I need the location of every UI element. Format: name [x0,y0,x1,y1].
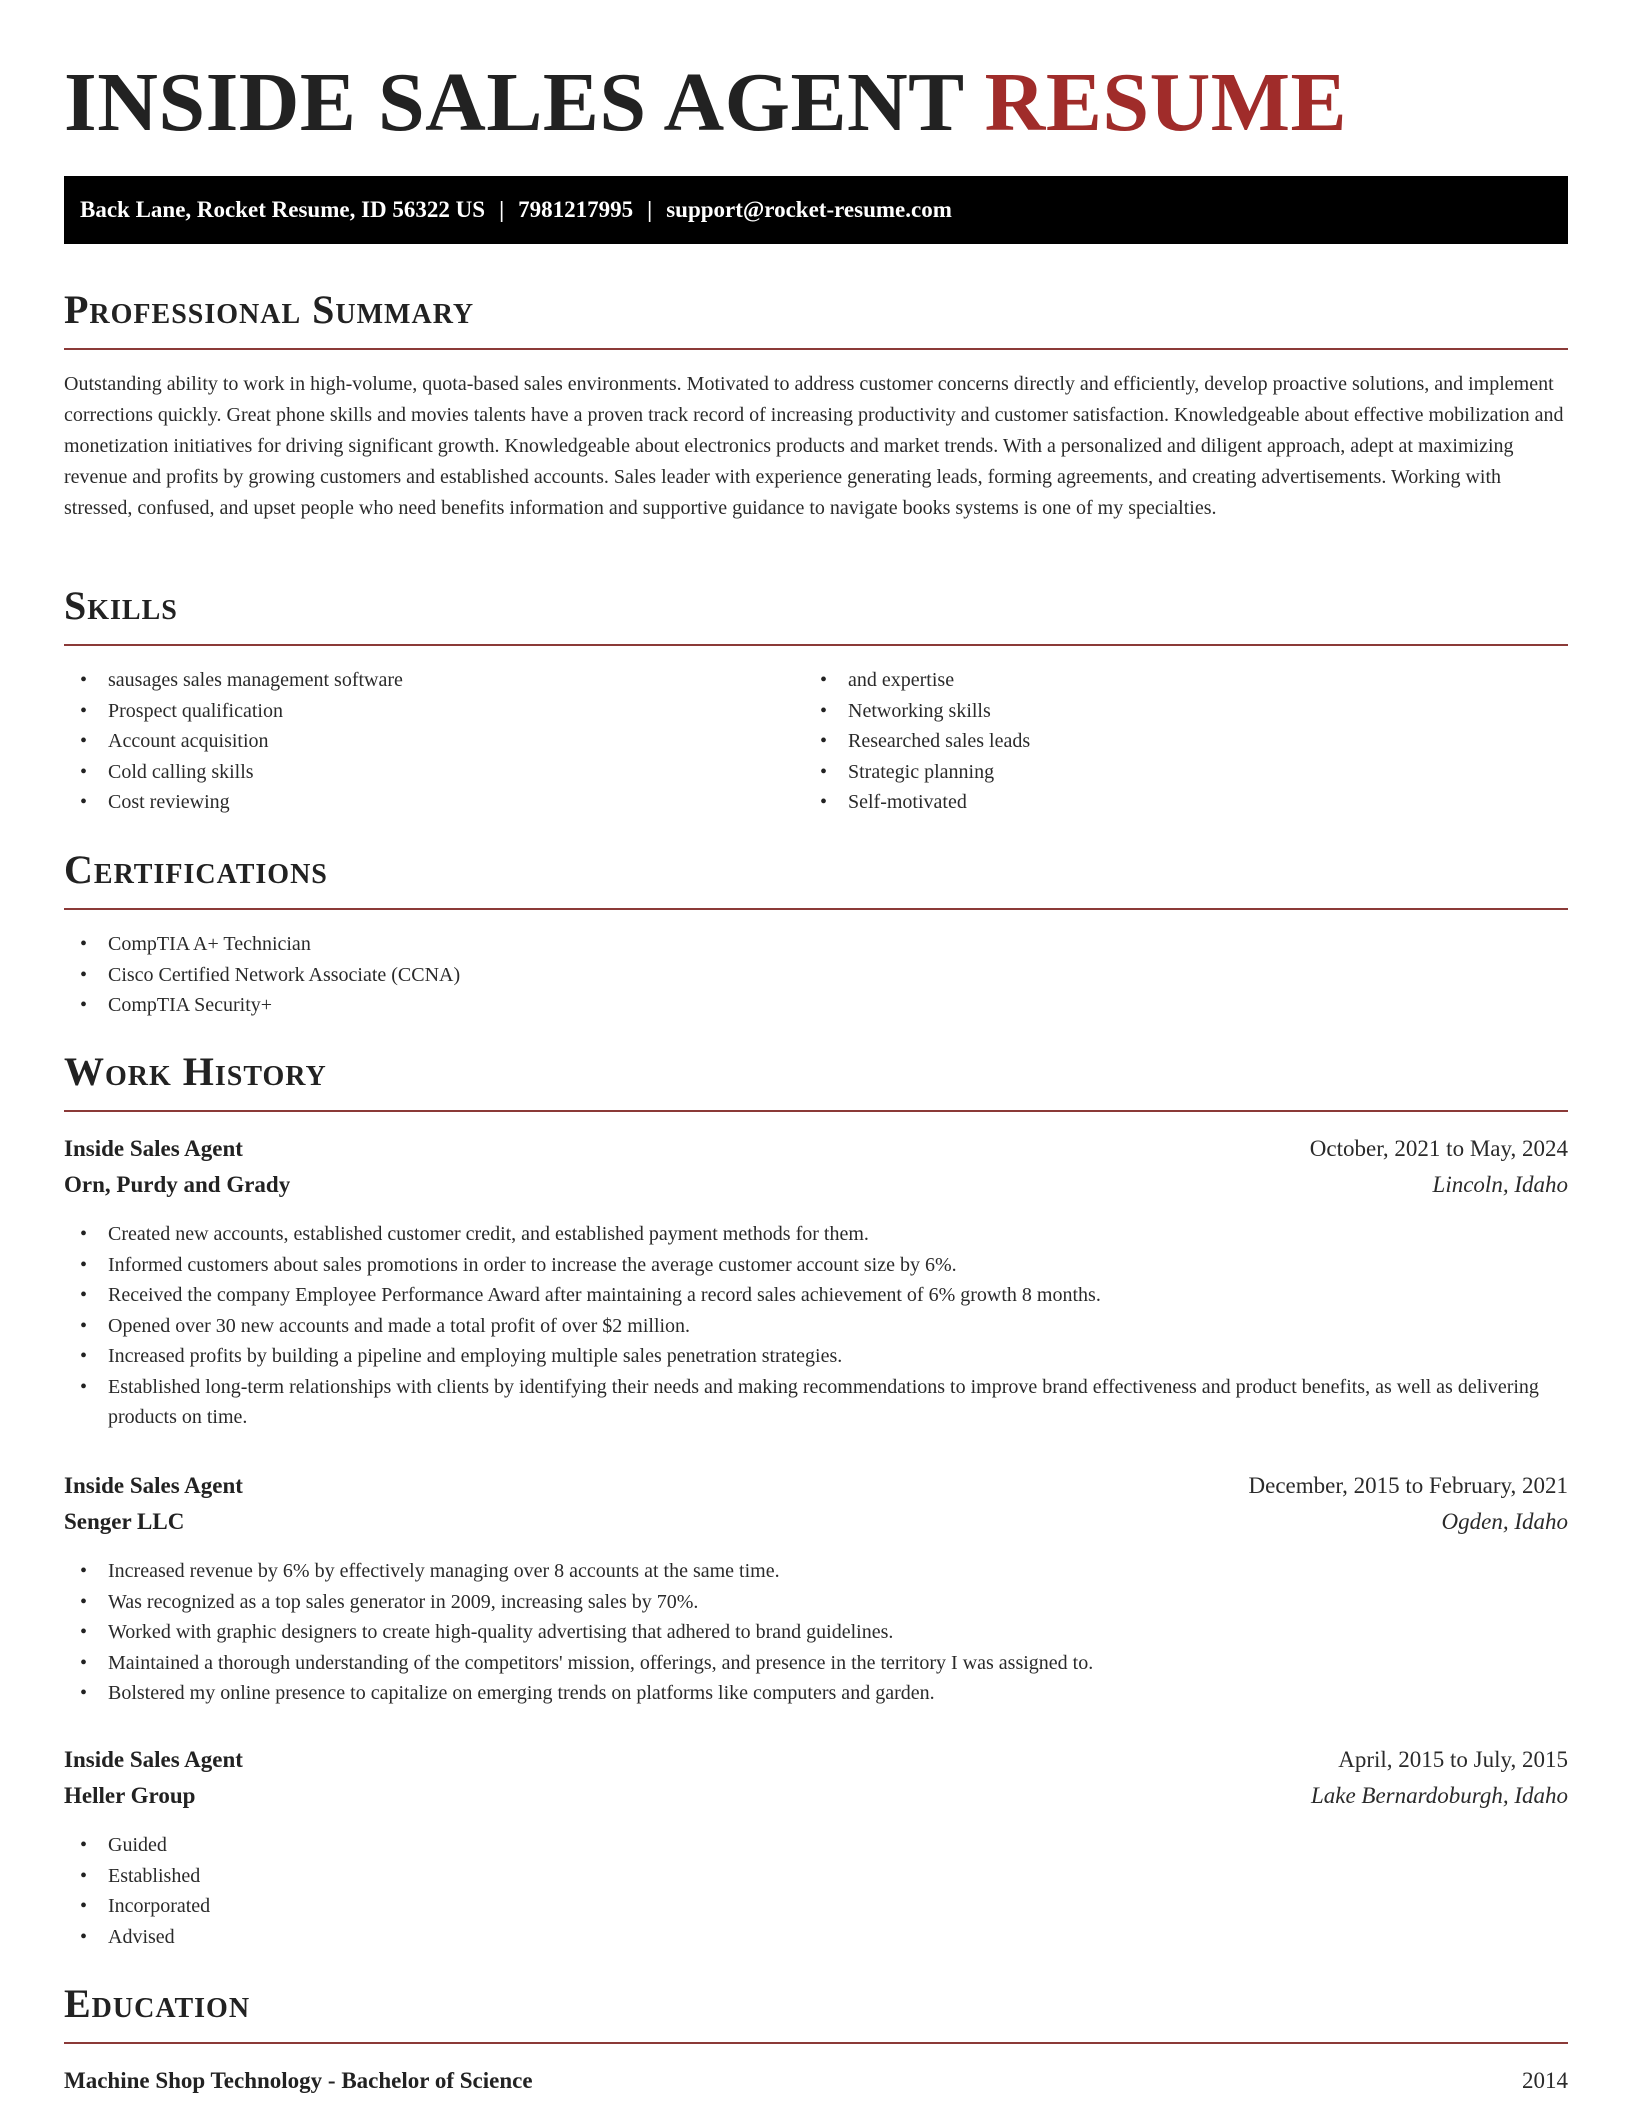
certifications-list [64,929,1568,1021]
certification-item: • Cisco Certified Network Associate (CCNA) [64,960,1568,991]
contact-address: Back Lane, Rocket Resume, ID 56322 US [80,197,486,222]
skill-item: • Researched sales leads [804,726,1544,757]
summary-text: Outstanding ability to work in high-volume, quota-based sales environments. Motivated to address customer concerns directly and efficiently, develop proactive solutions, and implement corrections quickly. Great phone skills and movies talents have a proven track record of increasing productivity and customer satisfaction. Knowledgeable about effective mobilization and monetization initiatives for driving significant growth. Knowledgeable about electronics products and market trends. With a personalized and diligent approach, adept at maximizing revenue and profits by growing customers and established accounts. Sales leader with experience generating leads, forming agreements, and creating advertisements. Working with stressed, confused, and upset people who need benefits information and supportive guidance to navigate books systems is one of my specialties. [64,373,1564,519]
contact-separator: | [647,197,653,222]
skill-item: • Cost reviewing [64,787,804,818]
title-main: INSIDE SALES AGENT [64,56,964,149]
job-location: Lake Bernardoburgh, Idaho [1310,1783,1568,1808]
job-bullet: • Was recognized as a top sales generator in 2009, increasing sales by 70%. [64,1587,1568,1618]
job-bullet: • Increased profits by building a pipeline and employing multiple sales penetration strategies. [64,1341,1568,1372]
job-bullet: • Worked with graphic designers to create high-quality advertising that adhered to brand guidelines. [64,1617,1568,1648]
section-heading-work-history: Work History [64,1048,1568,1112]
skill-item: • sausages sales management software [64,665,804,696]
job-bullet: • Guided [64,1830,1568,1861]
skill-item: • Account acquisition [64,726,804,757]
job-bullets [64,1556,1568,1709]
section-heading-skills: Skills [64,582,1568,646]
job-bullet: • Opened over 30 new accounts and made a total profit of over $2 million. [64,1311,1568,1342]
certification-item: • CompTIA Security+ [64,990,1568,1021]
job-header [64,1742,1568,1814]
skill-item: • Cold calling skills [64,757,804,788]
job-bullets [64,1219,1568,1433]
job-dates: December, 2015 to February, 2021 [1248,1473,1568,1498]
job-bullet: • Incorporated [64,1891,1568,1922]
job-bullet: • Informed customers about sales promotions in order to increase the average customer account size by 6%. [64,1250,1568,1281]
section-heading-certifications: Certifications [64,846,1568,910]
education-degree: Machine Shop Technology - Bachelor of Science [64,2068,533,2093]
job-bullet: • Advised [64,1922,1568,1953]
certification-item: • CompTIA A+ Technician [64,929,1568,960]
contact-separator: | [499,197,505,222]
section-heading-education: Education [64,1980,1568,2044]
job-bullet: • Received the company Employee Performance Award after maintaining a record sales achievement of 6% growth 8 months. [64,1280,1568,1311]
skill-item: • Prospect qualification [64,696,804,727]
job-dates: April, 2015 to July, 2015 [1338,1747,1568,1772]
job-title: Inside Sales Agent [64,1473,243,1498]
skill-item: • and expertise [804,665,1544,696]
contact-bar [64,176,1568,244]
section-heading-summary: Professional Summary [64,286,1568,350]
job-header [64,1131,1568,1203]
skills-column-right [804,665,1544,818]
job-bullet: • Increased revenue by 6% by effectively managing over 8 accounts at the same time. [64,1556,1568,1587]
contact-email[interactable]: support@rocket-resume.com [666,197,952,222]
job-location: Ogden, Idaho [1441,1509,1568,1534]
education-entry [64,2063,1568,2099]
job-location: Lincoln, Idaho [1432,1172,1568,1197]
resume-content [64,0,1568,2093]
skill-item: • Self-motivated [804,787,1544,818]
job-dates: October, 2021 to May, 2024 [1309,1136,1568,1161]
job-title: Inside Sales Agent [64,1747,243,1772]
job-header [64,1468,1568,1540]
title-accent: RESUME [984,56,1348,149]
contact-phone: 7981217995 [518,197,634,222]
resume-title [64,0,1568,150]
job-company: Senger LLC [64,1509,185,1534]
job-company: Orn, Purdy and Grady [64,1172,291,1197]
education-year: 2014 [1522,2068,1568,2093]
job-company: Heller Group [64,1783,196,1808]
skills-column-left [64,665,804,818]
skill-item: • Networking skills [804,696,1544,727]
job-bullet: • Created new accounts, established customer credit, and established payment methods for them. [64,1219,1568,1250]
job-bullet: • Established [64,1861,1568,1892]
skill-item: • Strategic planning [804,757,1544,788]
job-title: Inside Sales Agent [64,1136,243,1161]
job-bullet: • Bolstered my online presence to capitalize on emerging trends on platforms like computers and garden. [64,1678,1568,1709]
job-bullet: • Maintained a thorough understanding of the competitors' mission, offerings, and presence in the territory I was assigned to. [64,1648,1568,1679]
job-bullet: • Established long-term relationships with clients by identifying their needs and making recommendations to improve brand effectiveness and product benefits, as well as delivering products on time. [64,1372,1568,1433]
job-bullets [64,1830,1568,1952]
